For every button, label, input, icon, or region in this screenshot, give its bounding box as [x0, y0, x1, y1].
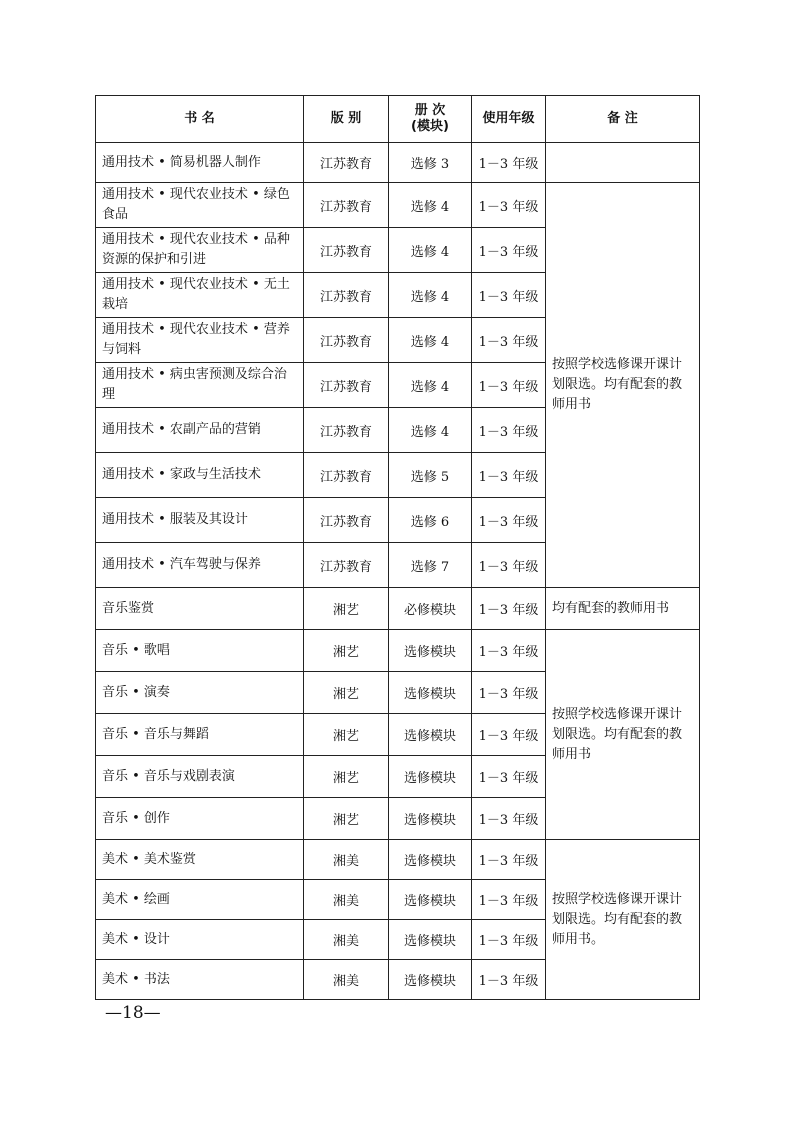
grade-cell: 1－3 年级	[472, 960, 546, 1000]
note-cell-music-appreciation: 均有配套的教师用书	[546, 588, 700, 630]
book-name-cell: 美术 • 绘画	[96, 880, 304, 920]
grade-cell: 1－3 年级	[472, 453, 546, 498]
edition-cell: 湘美	[304, 920, 389, 960]
volume-cell: 选修 4	[389, 273, 472, 318]
volume-cell: 选修 4	[389, 228, 472, 273]
grade-cell: 1－3 年级	[472, 588, 546, 630]
volume-cell: 选修 7	[389, 543, 472, 588]
volume-cell: 选修模块	[389, 672, 472, 714]
edition-cell: 湘艺	[304, 714, 389, 756]
grade-cell: 1－3 年级	[472, 840, 546, 880]
edition-cell: 江苏教育	[304, 363, 389, 408]
edition-cell: 江苏教育	[304, 543, 389, 588]
header-volume-line2: (模块)	[411, 119, 449, 134]
edition-cell: 江苏教育	[304, 228, 389, 273]
page-number: —18—	[105, 1003, 161, 1023]
book-name-cell: 美术 • 书法	[96, 960, 304, 1000]
volume-cell: 选修模块	[389, 840, 472, 880]
grade-cell: 1－3 年级	[472, 228, 546, 273]
edition-cell: 湘艺	[304, 756, 389, 798]
grade-cell: 1－3 年级	[472, 920, 546, 960]
book-name-cell: 通用技术 • 病虫害预测及综合治理	[96, 363, 304, 408]
table-header-row	[96, 96, 700, 143]
book-name-cell: 通用技术 • 现代农业技术 • 无土栽培	[96, 273, 304, 318]
edition-cell: 湘美	[304, 960, 389, 1000]
book-name-cell: 通用技术 • 农副产品的营销	[96, 408, 304, 453]
note-cell-tech-group: 按照学校选修课开课计划限选。均有配套的教师用书	[546, 183, 700, 588]
edition-cell: 湘美	[304, 840, 389, 880]
book-name-cell: 音乐 • 音乐与戏剧表演	[96, 756, 304, 798]
table-row	[96, 840, 700, 880]
book-name-cell: 音乐 • 创作	[96, 798, 304, 840]
note-cell-art-group: 按照学校选修课开课计划限选。均有配套的教师用书。	[546, 840, 700, 1000]
volume-cell: 选修模块	[389, 880, 472, 920]
book-name-cell: 音乐鉴赏	[96, 588, 304, 630]
header-volume	[389, 96, 472, 143]
volume-cell: 选修模块	[389, 798, 472, 840]
edition-cell: 江苏教育	[304, 183, 389, 228]
grade-cell: 1－3 年级	[472, 672, 546, 714]
grade-cell: 1－3 年级	[472, 183, 546, 228]
volume-cell: 选修 5	[389, 453, 472, 498]
note-cell	[546, 143, 700, 183]
grade-cell: 1－3 年级	[472, 543, 546, 588]
header-edition: 版 别	[304, 96, 389, 143]
edition-cell: 江苏教育	[304, 273, 389, 318]
book-name-cell: 通用技术 • 现代农业技术 • 营养与饲料	[96, 318, 304, 363]
book-name-cell: 通用技术 • 现代农业技术 • 绿色食品	[96, 183, 304, 228]
volume-cell: 选修 3	[389, 143, 472, 183]
volume-cell: 必修模块	[389, 588, 472, 630]
book-name-cell: 音乐 • 歌唱	[96, 630, 304, 672]
edition-cell: 湘艺	[304, 630, 389, 672]
grade-cell: 1－3 年级	[472, 363, 546, 408]
volume-cell: 选修 4	[389, 363, 472, 408]
table-row	[96, 630, 700, 672]
grade-cell: 1－3 年级	[472, 318, 546, 363]
edition-cell: 江苏教育	[304, 318, 389, 363]
header-volume-line1: 册 次	[414, 103, 446, 118]
table-row	[96, 183, 700, 228]
volume-cell: 选修模块	[389, 756, 472, 798]
volume-cell: 选修模块	[389, 920, 472, 960]
grade-cell: 1－3 年级	[472, 756, 546, 798]
book-name-cell: 通用技术 • 汽车驾驶与保养	[96, 543, 304, 588]
grade-cell: 1－3 年级	[472, 880, 546, 920]
grade-cell: 1－3 年级	[472, 273, 546, 318]
book-name-cell: 美术 • 设计	[96, 920, 304, 960]
edition-cell: 湘艺	[304, 672, 389, 714]
grade-cell: 1－3 年级	[472, 630, 546, 672]
edition-cell: 江苏教育	[304, 453, 389, 498]
grade-cell: 1－3 年级	[472, 143, 546, 183]
grade-cell: 1－3 年级	[472, 714, 546, 756]
book-name-cell: 通用技术 • 家政与生活技术	[96, 453, 304, 498]
book-name-cell: 美术 • 美术鉴赏	[96, 840, 304, 880]
textbook-table	[95, 95, 700, 1000]
edition-cell: 江苏教育	[304, 408, 389, 453]
note-cell-music-group: 按照学校选修课开课计划限选。均有配套的教师用书	[546, 630, 700, 840]
header-note: 备 注	[546, 96, 700, 143]
volume-cell: 选修模块	[389, 630, 472, 672]
grade-cell: 1－3 年级	[472, 408, 546, 453]
book-name-cell: 通用技术 • 简易机器人制作	[96, 143, 304, 183]
volume-cell: 选修 4	[389, 183, 472, 228]
edition-cell: 江苏教育	[304, 143, 389, 183]
volume-cell: 选修 6	[389, 498, 472, 543]
header-book-name: 书 名	[96, 96, 304, 143]
edition-cell: 湘艺	[304, 798, 389, 840]
table-row	[96, 143, 700, 183]
edition-cell: 江苏教育	[304, 498, 389, 543]
grade-cell: 1－3 年级	[472, 798, 546, 840]
volume-cell: 选修 4	[389, 408, 472, 453]
volume-cell: 选修 4	[389, 318, 472, 363]
book-name-cell: 通用技术 • 现代农业技术 • 品种资源的保护和引进	[96, 228, 304, 273]
edition-cell: 湘美	[304, 880, 389, 920]
volume-cell: 选修模块	[389, 714, 472, 756]
grade-cell: 1－3 年级	[472, 498, 546, 543]
edition-cell: 湘艺	[304, 588, 389, 630]
header-grade: 使用年级	[472, 96, 546, 143]
volume-cell: 选修模块	[389, 960, 472, 1000]
book-name-cell: 音乐 • 演奏	[96, 672, 304, 714]
book-name-cell: 通用技术 • 服装及其设计	[96, 498, 304, 543]
book-name-cell: 音乐 • 音乐与舞蹈	[96, 714, 304, 756]
table-row	[96, 588, 700, 630]
